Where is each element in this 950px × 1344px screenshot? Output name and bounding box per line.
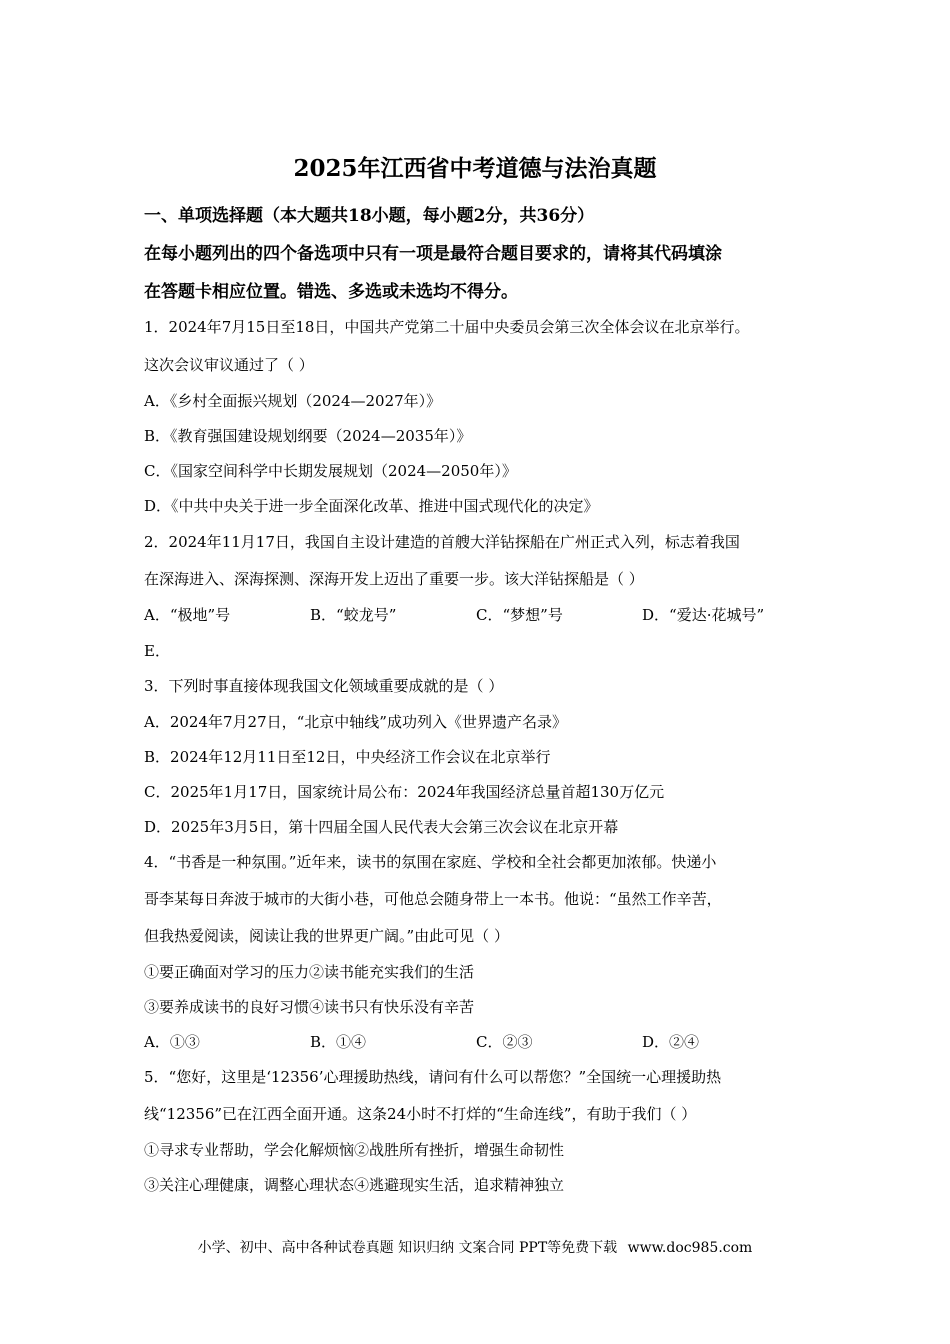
footer-text: 小学、初中、高中各种试卷真题 知识归纳 文案合同 PPT等免费下载 [197,1240,618,1256]
section-instruction: 在答题卡相应位置。错选、多选或未选均不得分。 [144,282,518,302]
question-3-option-b: B．2024年12月11日至12日，中央经济工作会议在北京举行 [144,748,551,766]
question-1-stem: 这次会议审议通过了（ ） [144,356,314,374]
question-4-option-d: D．②④ [642,1033,700,1051]
question-2-stem: 2．2024年11月17日，我国自主设计建造的首艘大洋钻探船在广州正式入列，标志着我国 [144,533,740,551]
question-4-option-b: B．①④ [310,1033,367,1051]
question-4-statements: ①要正确面对学习的压力②读书能充实我们的生活 [144,963,475,981]
question-1-option-a: A．《乡村全面振兴规划（2024—2027年）》 [144,392,442,410]
question-1-option-b: B．《教育强国建设规划纲要（2024—2035年）》 [144,427,472,445]
question-5-stem: 线“12356”已在江西全面开通。这条24小时不打烊的“生命连线”，有助于我们（ ） [144,1105,697,1123]
question-4-stem: 但我热爱阅读，阅读让我的世界更广阔。”由此可见（ ） [144,927,509,945]
question-4-statements: ③要养成读书的良好习惯④读书只有快乐没有辛苦 [144,998,475,1016]
section-instruction: 在每小题列出的四个备选项中只有一项是最符合题目要求的，请将其代码填涂 [144,244,722,264]
page-title: 2025年江西省中考道德与法治真题 [293,155,657,182]
question-4-option-c: C．②③ [476,1033,533,1051]
question-1-stem: 1．2024年7月15日至18日，中国共产党第二十届中央委员会第三次全体会议在北京举行。 [144,318,750,336]
question-4-stem: 哥李某每日奔波于城市的大街小巷，可他总会随身带上一本书。他说：“虽然工作辛苦， [144,890,722,908]
footer-link[interactable]: www.doc985.com [627,1240,753,1256]
question-5-stem: 5．“您好，这里是‘12356’心理援助热线，请问有什么可以帮您？”全国统一心理援助热 [144,1068,722,1086]
question-2-stem: 在深海进入、深海探测、深海开发上迈出了重要一步。该大洋钻探船是（ ） [144,570,644,588]
section-heading: 一、单项选择题（本大题共18小题，每小题2分，共36分） [144,206,595,226]
question-5-statements: ③关注心理健康，调整心理状态④逃避现实生活，追求精神独立 [144,1176,565,1194]
question-3-option-c: C．2025年1月17日，国家统计局公布：2024年我国经济总量首超130万亿元 [144,783,665,801]
question-2-option-b: B．“蛟龙号” [310,606,397,624]
question-2-option-a: A．“极地”号 [144,606,231,624]
question-4-stem: 4．“书香是一种氛围。”近年来，读书的氛围在家庭、学校和全社会都更加浓郁。快递小 [144,853,717,871]
question-1-option-c: C．《国家空间科学中长期发展规划（2024—2050年）》 [144,462,517,480]
question-2-option-c: C．“梦想”号 [476,606,563,624]
question-2-option-d: D．“爱达·花城号” [642,606,765,624]
question-3-option-d: D．2025年3月5日，第十四届全国人民代表大会第三次会议在北京开幕 [144,818,619,836]
question-5-statements: ①寻求专业帮助，学会化解烦恼②战胜所有挫折，增强生命韧性 [144,1141,565,1159]
question-3-option-a: A．2024年7月27日，“北京中轴线”成功列入《世界遗产名录》 [144,713,567,731]
question-2-option-e: E． [144,642,170,660]
question-4-option-a: A．①③ [144,1033,200,1051]
question-1-option-d: D．《中共中央关于进一步全面深化改革、推进中国式现代化的决定》 [144,497,599,515]
page-footer [0,1237,950,1257]
question-3-stem: 3．下列时事直接体现我国文化领域重要成就的是（ ） [144,677,504,695]
